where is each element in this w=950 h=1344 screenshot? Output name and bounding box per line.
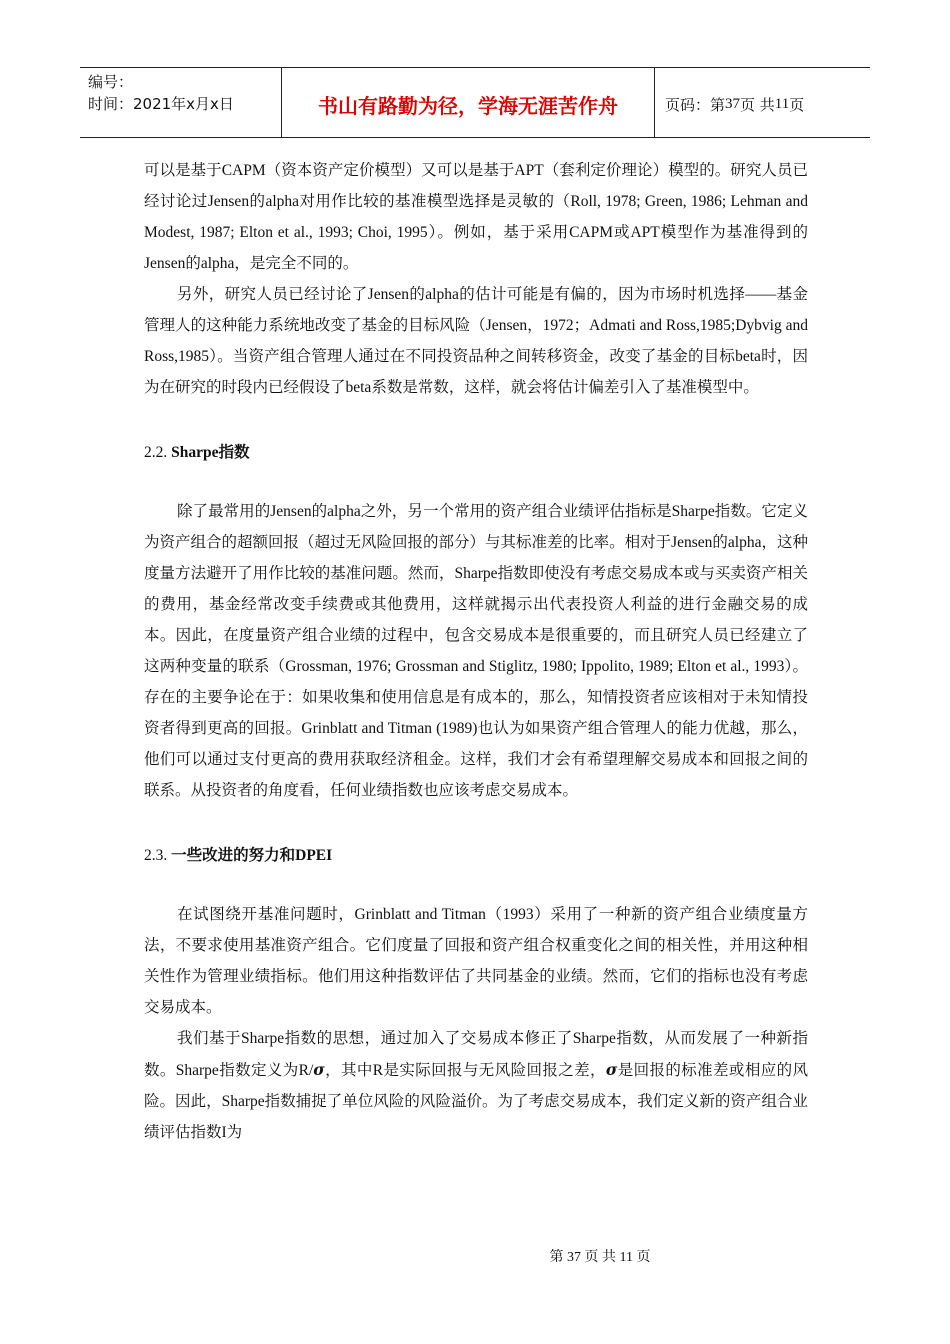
- paragraph-5-part-a: 我们基于Sharpe指数的思想，通过加入了交易成本修正了Sharpe指数，从而发展了一种新指数。Sharpe指数定义为R/: [144, 1030, 808, 1079]
- section-title: 一些改进的努力和DPEI: [171, 847, 333, 864]
- sigma-symbol: σ: [605, 1060, 618, 1079]
- code-label: 编号：: [88, 73, 134, 91]
- page-label-prefix: 页码：第: [665, 96, 726, 114]
- page-total: 11: [774, 96, 790, 112]
- header-meta: [80, 68, 282, 137]
- date-label: 时间：2021年x月x日: [88, 95, 234, 113]
- page-footer: 第 37 页 共 11 页: [549, 1250, 651, 1265]
- section-number: 2.3.: [144, 847, 168, 864]
- section-heading-2-2: [144, 437, 808, 468]
- paragraph-5: [144, 1023, 808, 1148]
- section-heading-2-3: [144, 840, 808, 871]
- page-current: 37: [725, 96, 741, 112]
- paragraph-3: 除了最常用的Jensen的alpha之外，另一个常用的资产组合业绩评估指标是Sharpe指数。它定义为资产组合的超额回报（超过无风险回报的部分）与其标准差的比率。相对于Jensen的alpha，这种度量方法避开了用作比较的基准问题。然而，Sharpe指数即使没有考虑交易成本或与买卖资产相关的费用，基金经常改变手续费或其他费用，这样就揭示出代表投资人利益的进行金融交易的成本。因此，在度量资产组合业绩的过程中，包含交易成本是很重要的，而且研究人员已经建立了这两种变量的联系（Grossman, 1976; Grossman and Stiglitz, 1980; Ippolito, 1989; Elton et al., 1993）。存在的主要争论在于：如果收集和使用信息是有成本的，那么，知情投资者应该相对于未知情投资者得到更高的回报。Grinblatt and Titman (1989)也认为如果资产组合管理人的能力优越，那么，他们可以通过支付更高的费用获取经济租金。这样，我们才会有希望理解交易成本和回报之间的联系。从投资者的角度看，任何业绩指数也应该考虑交易成本。: [144, 503, 808, 799]
- document-body: [144, 155, 808, 1148]
- paragraph-4: 在试图绕开基准问题时，Grinblatt and Titman（1993）采用了一种新的资产组合业绩度量方法，不要求使用基准资产组合。它们度量了回报和资产组合权重变化之间的相关性，并用这种相关性作为管理业绩指标。他们用这种指数评估了共同基金的业绩。然而，它们的指标也没有考虑交易成本。: [144, 906, 808, 1016]
- section-title: Sharpe指数: [171, 444, 250, 461]
- paragraph-5-part-b: ，其中R是实际回报与无风险回报之差，: [324, 1062, 606, 1079]
- paragraph-2: 另外，研究人员已经讨论了Jensen的alpha的估计可能是有偏的，因为市场时机选择——基金管理人的这种能力系统地改变了基金的目标风险（Jensen，1972；Admati and Ross,1985;Dybvig and Ross,1985）。当资产组合管理人通过在不同投资品种之间转移资金，改变了基金的目标beta时，因为在研究的时段内已经假设了beta系数是常数，这样，就会将估计偏差引入了基准模型中。: [144, 286, 808, 396]
- sigma-symbol: σ: [313, 1060, 325, 1079]
- header-page-info: [655, 68, 870, 137]
- document-header: [80, 67, 870, 138]
- page-label-suffix: 页: [789, 96, 805, 114]
- paragraph-1: 可以是基于CAPM（资本资产定价模型）又可以是基于APT（套利定价理论）模型的。研究人员已经讨论过Jensen的alpha对用作比较的基准模型选择是灵敏的（Roll, 1978; Green, 1986; Lehman and Modest, 1987; Elton et al., 1993; Choi, 1995）。例如，基于采用CAPM或APT模型作为基准得到的Jensen的alpha，是完全不同的。: [144, 162, 808, 272]
- page-label-mid: 页 共: [740, 96, 775, 114]
- paragraph-5-part-c: 是回报的标准差或相应的风险。因此，Sharpe指数捕捉了单位风险的风险溢价。为了考虑交易成本，我们定义新的资产组合业绩评估指数I为: [144, 1062, 808, 1141]
- header-motto: 书山有路勤为径，学海无涯苦作舟: [282, 68, 655, 137]
- section-number: 2.2.: [144, 444, 168, 461]
